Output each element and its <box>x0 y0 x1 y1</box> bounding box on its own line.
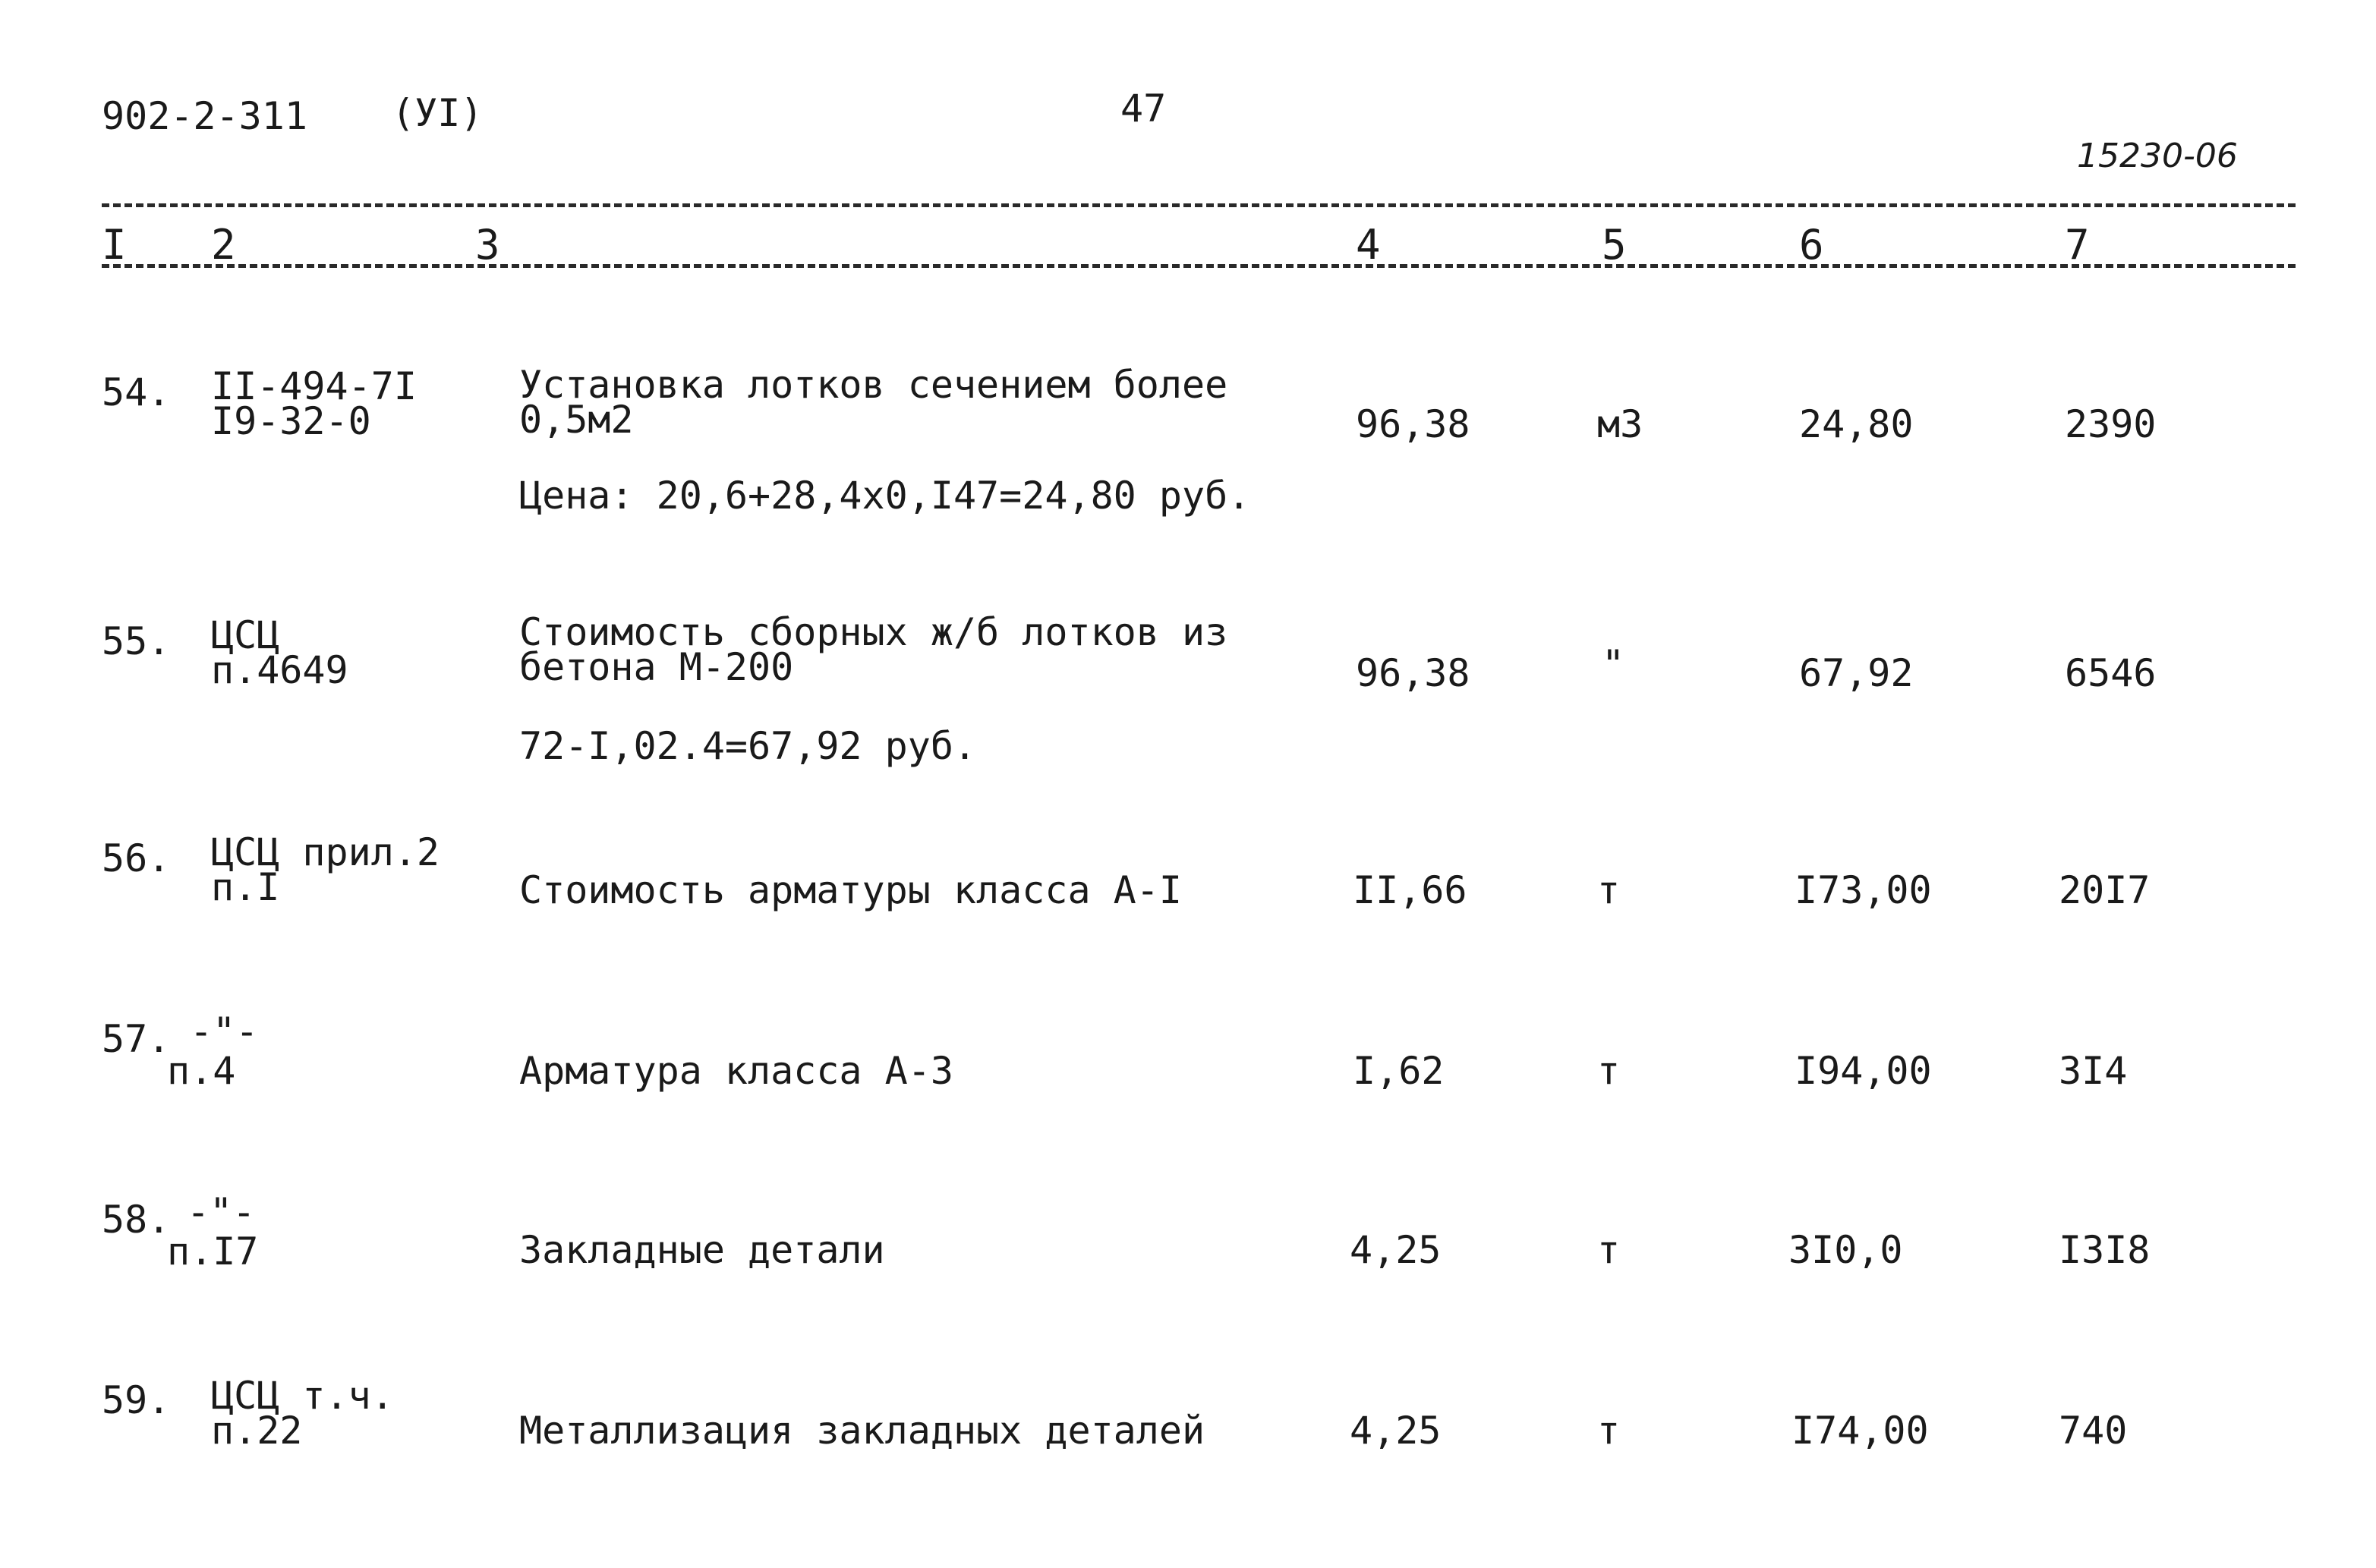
column-number-6: 6 <box>1799 221 1824 269</box>
row-code-secondary: п.I7 <box>167 1230 259 1274</box>
row-number: 57. <box>102 1017 171 1061</box>
column-number-2: 2 <box>211 221 236 269</box>
row-number: 59. <box>102 1378 171 1422</box>
row-code-secondary: п.4649 <box>211 648 348 692</box>
row-code-primary: -"- <box>190 1009 259 1053</box>
row-description-continued: бетона М-200 <box>519 645 794 689</box>
row-price-note: Цена: 20,6+28,4х0,I47=24,80 руб. <box>519 474 1251 518</box>
row-total: I3I8 <box>2059 1228 2151 1272</box>
row-unit-price: 24,80 <box>1799 402 1914 446</box>
row-code-secondary: п.22 <box>211 1409 303 1453</box>
row-total: 20I7 <box>2059 868 2151 912</box>
row-number: 55. <box>102 619 171 663</box>
row-unit-price: 3I0,0 <box>1788 1228 1903 1272</box>
page-number: 47 <box>1120 87 1167 131</box>
row-description-continued: 0,5м2 <box>519 398 634 442</box>
row-description: Металлизация закладных деталей <box>519 1409 1205 1453</box>
row-total: 740 <box>2059 1409 2128 1453</box>
row-quantity: 96,38 <box>1356 651 1470 695</box>
row-unit-price: 67,92 <box>1799 651 1914 695</box>
row-description: Установка лотков сечением более <box>519 363 1228 407</box>
row-code-primary: ЦСЦ прил.2 <box>211 830 440 874</box>
row-number: 54. <box>102 370 171 414</box>
row-quantity: 4,25 <box>1350 1228 1442 1272</box>
row-price-note: 72-I,02.4=67,92 руб. <box>519 724 977 768</box>
row-number: 58. <box>102 1198 171 1242</box>
row-code-primary: -"- <box>187 1190 256 1234</box>
row-total: 3I4 <box>2059 1049 2128 1093</box>
row-description: Закладные детали <box>519 1228 885 1272</box>
header-rule-top <box>102 203 2296 207</box>
row-unit: т <box>1597 1228 1621 1272</box>
column-number-5: 5 <box>1602 221 1627 269</box>
row-description: Арматура класса А-3 <box>519 1049 953 1093</box>
column-number-7: 7 <box>2065 221 2090 269</box>
header-rule-bottom <box>102 264 2296 268</box>
row-code-secondary: I9-32-0 <box>211 399 371 443</box>
column-number-4: 4 <box>1356 221 1381 269</box>
row-total: 6546 <box>2065 651 2157 695</box>
variant-label: (УI) <box>392 91 484 135</box>
row-unit-price: I74,00 <box>1791 1409 1929 1453</box>
archive-number: 15230-06 <box>2077 137 2238 175</box>
row-code-secondary: п.4 <box>167 1049 236 1093</box>
row-unit: м3 <box>1597 402 1643 446</box>
row-quantity: 4,25 <box>1350 1409 1442 1453</box>
row-unit-price: I94,00 <box>1795 1049 1932 1093</box>
row-description: Стоимость арматуры класса А-I <box>519 868 1182 912</box>
row-code-primary: ЦСЦ <box>211 613 280 657</box>
document-number: 902-2-311 <box>102 94 307 138</box>
column-number-3: 3 <box>475 221 500 269</box>
row-quantity: I,62 <box>1353 1049 1445 1093</box>
row-description: Стоимость сборных ж/б лотков из <box>519 610 1228 654</box>
row-quantity: II,66 <box>1353 868 1467 912</box>
row-unit: т <box>1597 868 1621 912</box>
row-unit-price: I73,00 <box>1795 868 1932 912</box>
row-code-primary: II-494-7I <box>211 364 417 408</box>
row-number: 56. <box>102 836 171 880</box>
row-unit: " <box>1602 642 1625 686</box>
row-quantity: 96,38 <box>1356 402 1470 446</box>
row-total: 2390 <box>2065 402 2157 446</box>
row-code-secondary: п.I <box>211 865 280 909</box>
row-unit: т <box>1597 1049 1621 1093</box>
column-number-1: I <box>102 221 127 269</box>
row-code-primary: ЦСЦ т.ч. <box>211 1374 394 1418</box>
row-unit: т <box>1597 1409 1621 1453</box>
